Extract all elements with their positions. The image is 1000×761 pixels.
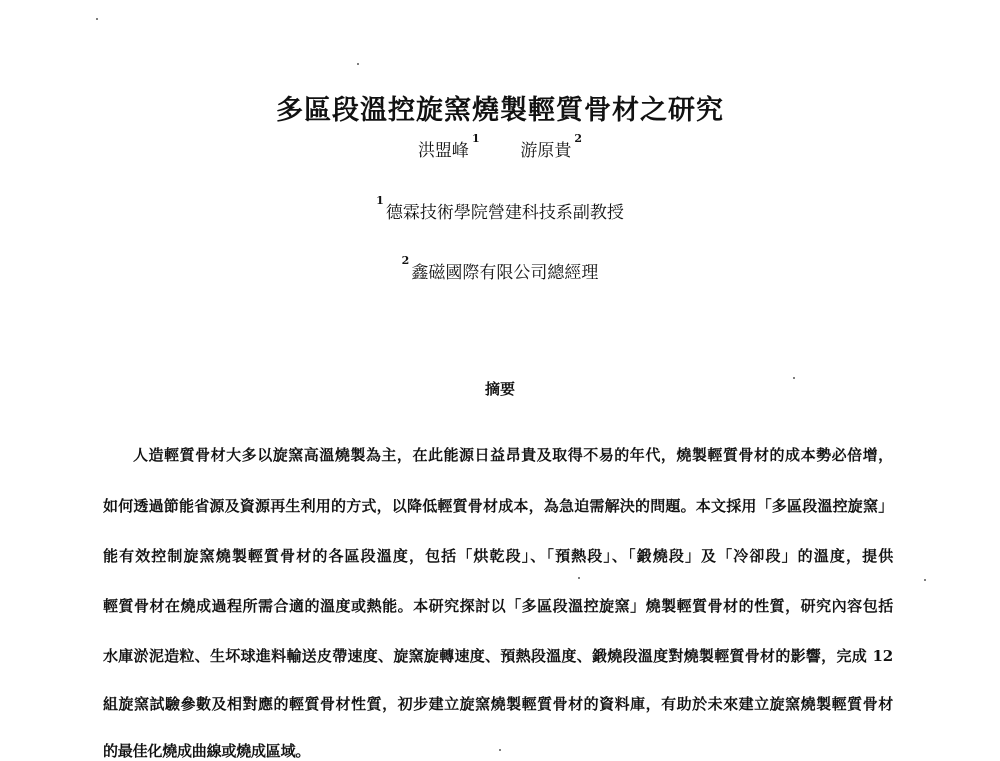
affiliation-text: 鑫磁國際有限公司總經理 — [411, 263, 599, 283]
author-superscript: 1 — [471, 132, 480, 145]
author-superscript: 2 — [574, 132, 583, 145]
abstract-line: 如何透過節能省源及資源再生利用的方式，以降低輕質骨材成本，為急迫需解決的問題。本文採用「多區段溫控旋窯」 — [103, 497, 893, 515]
scan-speck — [578, 577, 580, 579]
paper-title: 多區段溫控旋窯燒製輕質骨材之研究 — [276, 95, 724, 126]
author-name: 洪盟峰 — [417, 141, 469, 161]
abstract-line: 輕質骨材在燒成過程所需合適的溫度或熱能。本研究探討以「多區段溫控旋窯」燒製輕質骨材的性質，研究內容包括 — [103, 597, 893, 615]
abstract-heading: 摘要 — [484, 380, 515, 398]
author-list — [0, 132, 1000, 161]
author-name: 游原貴 — [520, 141, 572, 161]
abstract-line: 人造輕質骨材大多以旋窯高溫燒製為主，在此能源日益昂貴及取得不易的年代，燒製輕質骨材的成本勢必倍增， — [133, 446, 893, 464]
abstract-line: 水庫淤泥造粒、生坏球進料輸送皮帶速度、旋窯旋轉速度、預熱段溫度、鍛燒段溫度對燒製輕質骨材的影響，完成 12 — [103, 647, 893, 665]
scan-speck — [924, 579, 926, 581]
scan-speck — [357, 63, 359, 65]
scan-speck — [96, 18, 98, 20]
abstract-line: 的最佳化燒成曲線或燒成區域。 — [103, 742, 311, 760]
abstract-line: 組旋窯試驗參數及相對應的輕質骨材性質，初步建立旋窯燒製輕質骨材的資料庫，有助於未來建立旋窯燒製輕質骨材 — [103, 695, 893, 713]
affiliation — [0, 254, 1000, 283]
affiliation-superscript: 1 — [376, 194, 384, 207]
affiliation-superscript: 2 — [401, 254, 410, 267]
affiliation-text: 德霖技術學院營建科技系副教授 — [385, 203, 624, 223]
affiliation — [0, 194, 1000, 223]
abstract-line: 能有效控制旋窯燒製輕質骨材的各區段溫度，包括「烘乾段」、「預熱段」、「鍛燒段」及「冷卻段」的溫度，提供 — [103, 547, 893, 565]
